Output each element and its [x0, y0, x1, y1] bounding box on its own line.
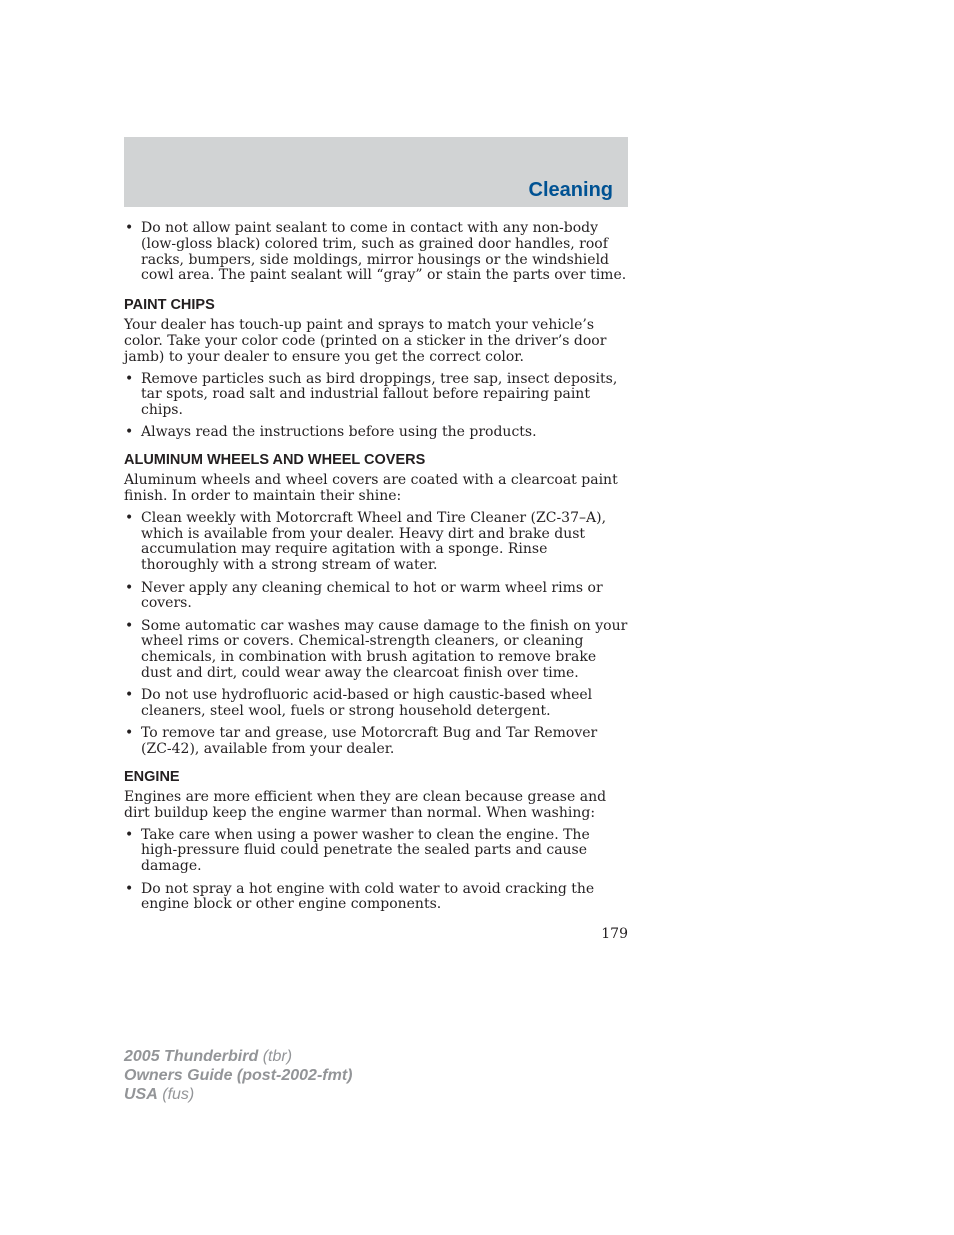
- paint-chips-bullet-list: [124, 372, 628, 442]
- list-item: • Take care when using a power washer to clean the engine. The high-pressure fluid could penetrate the sealed parts and cause damage.: [124, 828, 628, 875]
- page-number: 179: [601, 926, 628, 942]
- document-footer: [124, 1047, 352, 1104]
- list-item: • Clean weekly with Motorcraft Wheel and Tire Cleaner (ZC-37–A), which is available from your dealer. Heavy dirt and brake dust accumulation may require agitation with a sponge. Rinse thoroughly with a strong stream of water.: [124, 511, 628, 574]
- footer-line-market: [124, 1085, 352, 1104]
- footer-line-guide: [124, 1066, 352, 1085]
- aluminum-wheels-bullet-list: [124, 511, 628, 758]
- engine-heading: ENGINE: [124, 769, 180, 786]
- section-header-band: [124, 137, 628, 207]
- engine-paragraph: Engines are more efficient when they are clean because grease and dirt buildup keep the engine warmer than normal. When washing:: [124, 789, 607, 821]
- page-content: [124, 221, 628, 920]
- footer-market-name: USA: [124, 1086, 158, 1103]
- aluminum-wheels-paragraph: Aluminum wheels and wheel covers are coated with a clearcoat paint finish. In order to maintain their shine:: [124, 472, 618, 505]
- list-item: • Never apply any cleaning chemical to hot or warm wheel rims or covers.: [124, 581, 628, 613]
- section-title: Cleaning: [528, 179, 613, 201]
- list-item: • Do not allow paint sealant to come in contact with any non-body (low-gloss black) colored trim, such as grained door handles, roof racks, bumpers, side moldings, mirror housings or the windshield cowl area. The paint sealant will “gray” or stain the parts over time.: [124, 221, 628, 284]
- footer-market-code: (fus): [162, 1086, 195, 1103]
- aluminum-wheels-heading: ALUMINUM WHEELS AND WHEEL COVERS: [124, 452, 426, 469]
- list-item: • Do not use hydrofluoric acid-based or high caustic-based wheel cleaners, steel wool, fuels or strong household detergent.: [124, 688, 628, 720]
- footer-model-name: 2005 Thunderbird: [124, 1048, 259, 1065]
- list-item: • Remove particles such as bird droppings, tree sap, insect deposits, tar spots, road salt and industrial fallout before repairing paint chips.: [124, 372, 628, 419]
- list-item: • Do not spray a hot engine with cold water to avoid cracking the engine block or other engine components.: [124, 882, 628, 914]
- intro-bullet-list: [124, 221, 628, 284]
- list-item: • To remove tar and grease, use Motorcraft Bug and Tar Remover (ZC-42), available from your dealer.: [124, 726, 628, 758]
- list-item: • Always read the instructions before using the products.: [124, 425, 628, 441]
- footer-model-code: (tbr): [262, 1048, 293, 1065]
- footer-guide-name: Owners Guide (post-2002-fmt): [124, 1067, 353, 1084]
- list-item: • Some automatic car washes may cause damage to the finish on your wheel rims or covers. Chemical-strength cleaners, or cleaning chemicals, in combination with brush agitation to remove brake dust and dirt, could wear away the clearcoat finish over time.: [124, 619, 628, 682]
- footer-line-model: [124, 1047, 352, 1066]
- engine-bullet-list: [124, 828, 628, 913]
- paint-chips-paragraph: Your dealer has touch-up paint and sprays to match your vehicle’s color. Take your color code (printed on a sticker in the driver’s door jamb) to your dealer to ensure you get the correct color.: [124, 317, 607, 365]
- paint-chips-heading: PAINT CHIPS: [124, 297, 215, 314]
